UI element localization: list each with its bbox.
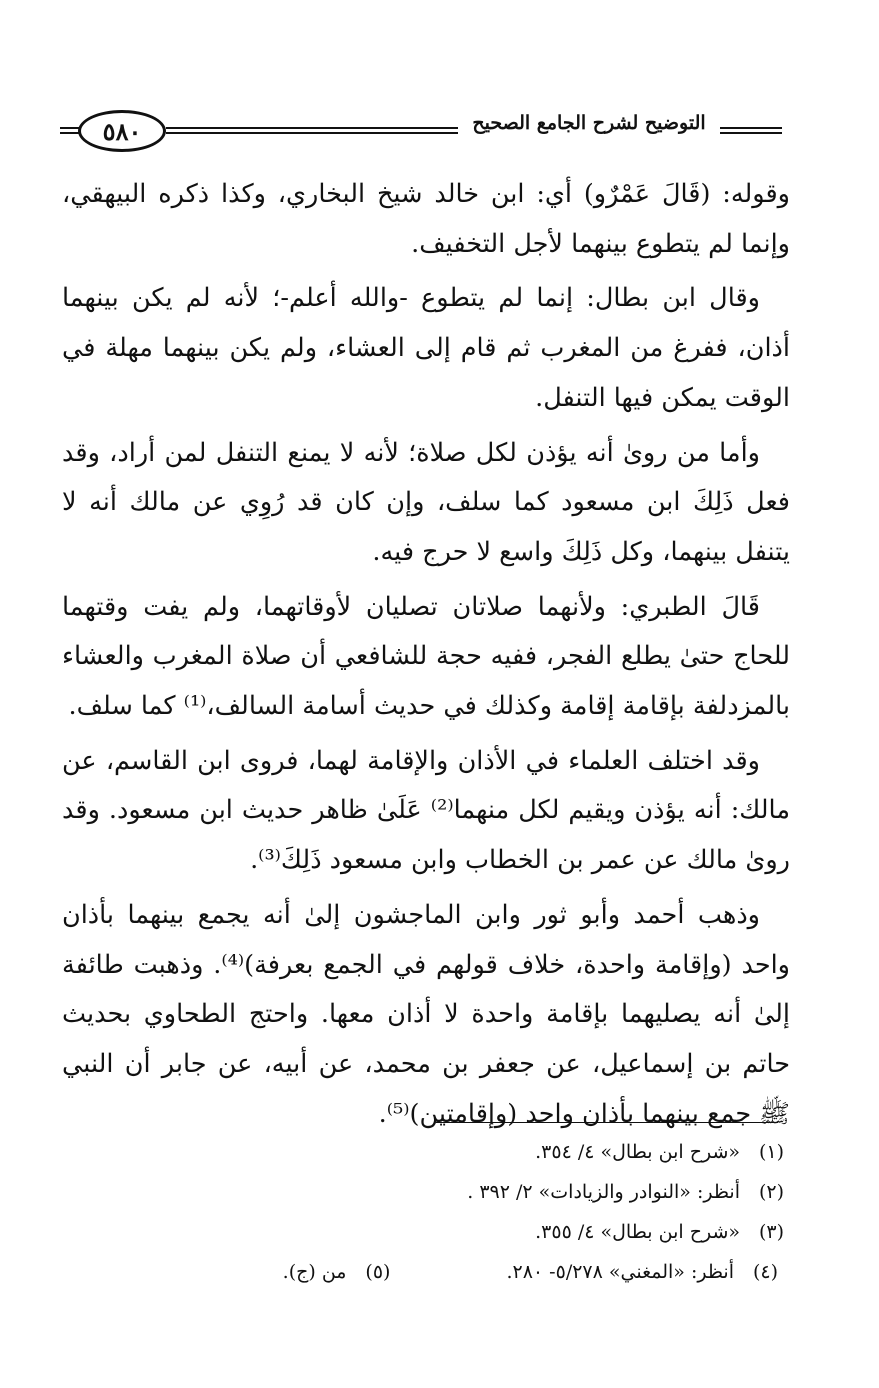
footnote-gap <box>406 1252 496 1292</box>
footnote-number: (٥) <box>365 1261 391 1283</box>
paragraph: قَالَ الطبري: ولأنهما صلاتان تصليان لأوقاتهما، ولم يفت وقتهما للحاج حتىٰ يطلع الفجر، ففيه حجة للشافعي أن صلاة المغرب والعشاء بالمزدلفة بإقامة إقامة وكذلك في حديث أسامة السالف،⁽¹⁾ كما سلف. <box>62 591 790 722</box>
main-text <box>62 170 790 1144</box>
footnote-number: (٢) <box>758 1181 784 1203</box>
footnote <box>62 1212 790 1252</box>
footnote-number: (٤) <box>752 1261 778 1283</box>
footnote-text: أنظر: «المغني» ٥/٢٧٨- ٢٨٠. <box>506 1261 734 1283</box>
footnote-text: «شرح ابن بطال» ٤/ ٣٥٥. <box>535 1221 740 1243</box>
footnote <box>506 1252 784 1292</box>
footnote-text: من (ج). <box>282 1261 347 1283</box>
running-title: التوضيح لشرح الجامع الصحيح <box>472 112 706 134</box>
footnote <box>62 1172 790 1212</box>
footnotes <box>62 1132 790 1292</box>
footnote-separator <box>436 1122 778 1123</box>
footnote-number: (٣) <box>758 1221 784 1243</box>
paragraph: وقد اختلف العلماء في الأذان والإقامة لهما، فروى ابن القاسم، عن مالك: أنه يؤذن ويقيم لكل منهما⁽²⁾ عَلَىٰ ظاهر حديث ابن مسعود. وقد روىٰ مالك عن عمر بن الخطاب وابن مسعود ذَلِكَ⁽³⁾. <box>62 745 790 876</box>
page-number: ٥٨٠ <box>78 110 166 152</box>
footnote-text: «شرح ابن بطال» ٤/ ٣٥٤. <box>535 1141 740 1163</box>
header-rule-right <box>720 127 782 134</box>
header-rule-middle <box>166 127 458 134</box>
paragraph: وأما من روىٰ أنه يؤذن لكل صلاة؛ لأنه لا يمنع التنفل لمن أراد، وقد فعل ذَلِكَ ابن مسعود كما سلف، وإن كان قد رُوِي عن مالك أنه لا يتنفل بينهما، وكل ذَلِكَ واسع لا حرج فيه. <box>62 437 790 567</box>
footnote-row <box>62 1252 790 1292</box>
footnote <box>283 1252 397 1292</box>
header-rule-left <box>60 127 80 134</box>
paragraph: وذهب أحمد وأبو ثور وابن الماجشون إلىٰ أنه يجمع بينهما بأذان واحد (وإقامة واحدة، خلاف قولهم في الجمع بعرفة)⁽⁴⁾. وذهبت طائفة إلىٰ أنه يصليهما بإقامة واحدة لا أذان معها. واحتج الطحاوي بحديث حاتم بن إسماعيل، عن جعفر بن محمد، عن أبيه، عن جابر أن النبي ﷺ جمع بينهما بأذان واحد (وإقامتين)⁽⁵⁾. <box>62 899 790 1129</box>
paragraph: وقال ابن بطال: إنما لم يتطوع -والله أعلم-؛ لأنه لم يكن بينهما أذان، ففرغ من المغرب ثم قام إلى العشاء، ولم يكن بينهما مهلة في الوقت يمكن فيها التنفل. <box>62 283 790 413</box>
paragraph: وقوله: (قَالَ عَمْرٌو) أي: ابن خالد شيخ البخاري، وكذا ذكره البيهقي، وإنما لم يتطوع بينهما لأجل التخفيف. <box>62 179 790 259</box>
running-header <box>60 110 790 156</box>
footnote <box>62 1132 790 1172</box>
footnote-text: أنظر: «النوادر والزيادات» ٢/ ٣٩٢ . <box>467 1181 740 1203</box>
footnote-number: (١) <box>758 1141 784 1163</box>
